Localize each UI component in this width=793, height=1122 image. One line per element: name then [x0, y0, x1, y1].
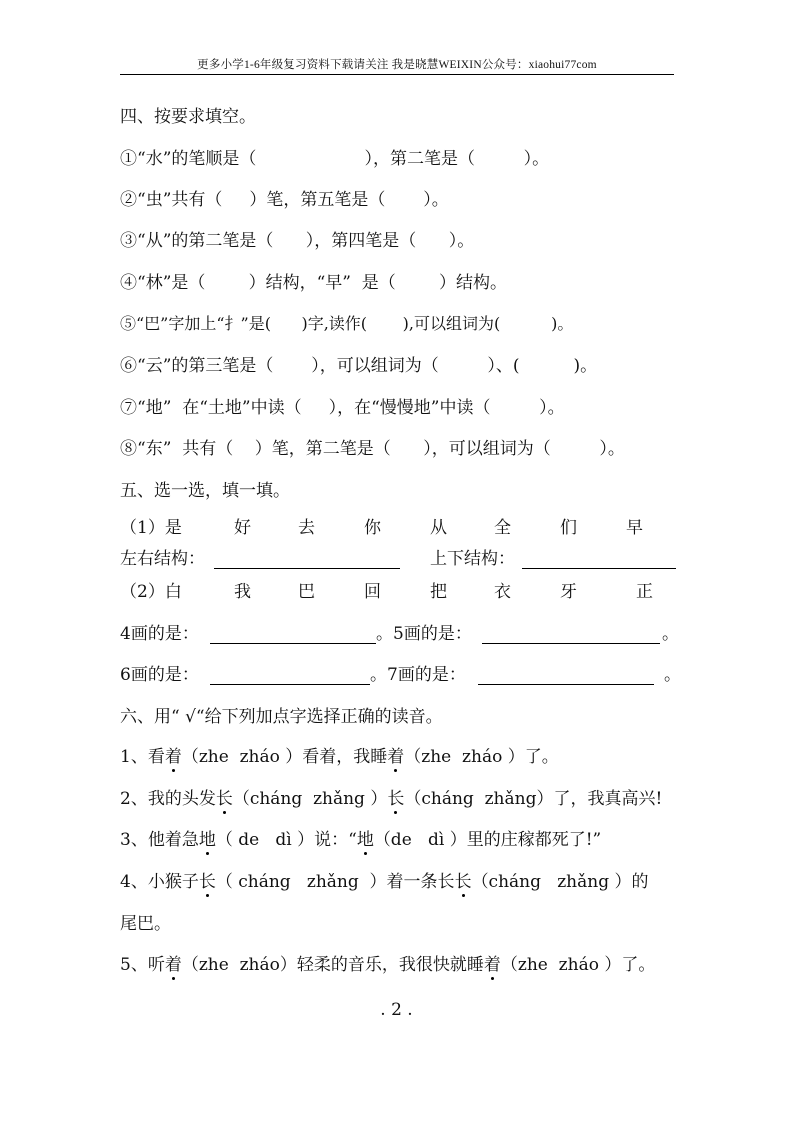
s4-item-1: ①“水”的笔顺是（ ），第二笔是（ ）。 [120, 149, 550, 169]
six-strokes-label: 6画的是： [120, 665, 199, 685]
q3-part: 3、他着急 [120, 830, 199, 850]
q5-part: 5、听 [120, 955, 165, 975]
group1-char: 好 [234, 518, 251, 538]
seven-strokes-label: 。7画的是： [370, 665, 466, 685]
group2-char: 回 [364, 582, 381, 602]
q1-part[interactable]: （zhe zháo ）看着，我睡 [181, 747, 388, 767]
group1-label: （1）是 [120, 518, 182, 538]
q2-dotted-char: 长 [387, 789, 405, 809]
section6-title: 六、用“ √“给下列加点字选择正确的读音。 [120, 707, 443, 727]
group1-char: 从 [430, 518, 447, 538]
s4-item-2: ②“虫”共有（ ）笔，第五笔是（ ）。 [120, 190, 449, 210]
s4-item-4: ④“林”是（ ）结构，“早” 是（ ）结构。 [120, 273, 508, 293]
six-strokes-blank[interactable] [210, 684, 370, 685]
s4-item-8: ⑧“东” 共有（ ）笔，第二笔是（ ），可以组词为（ ）。 [120, 439, 625, 459]
group2-label: （2）白 [120, 582, 182, 602]
left-right-label: 左右结构： [120, 549, 205, 569]
s6-q4 [120, 871, 649, 893]
s6-q4-continued: 尾巴。 [120, 914, 171, 934]
q2-part[interactable]: （cháng zhǎng ） [232, 789, 388, 809]
header-rule [120, 74, 674, 75]
group2-char: 衣 [494, 582, 511, 602]
q4-part: 4、小猴子 [120, 872, 199, 892]
four-strokes-label: 4画的是： [120, 624, 199, 644]
s6-q3 [120, 829, 601, 851]
group1-char: 们 [560, 518, 577, 538]
group2-char: 牙 [560, 582, 577, 602]
q5-dotted-char: 着 [483, 955, 501, 975]
seven-strokes-blank[interactable] [478, 684, 654, 685]
left-right-blank[interactable] [214, 568, 400, 569]
four-strokes-blank[interactable] [210, 643, 376, 644]
group1-char: 全 [494, 518, 511, 538]
q5-part[interactable]: （zhe zháo ）了。 [500, 955, 656, 975]
top-bottom-label: 上下结构： [430, 549, 515, 569]
s6-q5 [120, 954, 655, 976]
q3-dotted-char: 地 [356, 830, 374, 850]
group2-char: 正 [636, 582, 653, 602]
q2-part[interactable]: （cháng zhǎng）了，我真高兴! [404, 789, 663, 809]
q3-dotted-char: 地 [198, 830, 216, 850]
s6-q2 [120, 788, 662, 810]
q1-dotted-char: 着 [387, 747, 405, 767]
q5-part[interactable]: （zhe zháo）轻柔的音乐，我很快就睡 [181, 955, 484, 975]
five-strokes-blank[interactable] [482, 643, 660, 644]
five-strokes-label: 。5画的是： [376, 624, 472, 644]
s4-item-6: ⑥“云”的第三笔是（ ），可以组词为（ ）、( )。 [120, 356, 598, 376]
section4-title: 四、按要求填空。 [120, 107, 256, 127]
s4-item-3: ③“从”的第二笔是（ ），第四笔是（ ）。 [120, 231, 475, 251]
group1-char: 早 [626, 518, 643, 538]
q3-part[interactable]: （ de dì ）说：“ [215, 830, 357, 850]
q5-dotted-char: 着 [164, 955, 182, 975]
q1-part[interactable]: （zhe zháo ）了。 [404, 747, 559, 767]
period: 。 [662, 624, 679, 644]
s4-item-7: ⑦“地” 在“土地”中读（ ），在“慢慢地”中读（ ）。 [120, 398, 565, 418]
period: 。 [664, 665, 681, 685]
group2-char: 巴 [298, 582, 315, 602]
q2-dotted-char: 长 [215, 789, 233, 809]
s4-item-5: ⑤“巴”字加上“扌”是( )字,读作( ),可以组词为( )。 [120, 314, 574, 333]
q4-part[interactable]: （ cháng zhǎng ）着一条长 [215, 872, 455, 892]
s6-q1 [120, 746, 559, 768]
q3-part[interactable]: （de dì ）里的庄稼都死了!” [373, 830, 602, 850]
q1-part: 1、看 [120, 747, 165, 767]
section5-title: 五、选一选，填一填。 [120, 481, 290, 501]
group2-char: 我 [234, 582, 251, 602]
page-number: . 2 . [380, 1000, 413, 1020]
q1-dotted-char: 着 [164, 747, 182, 767]
q4-dotted-char: 长 [454, 872, 472, 892]
q4-dotted-char: 长 [198, 872, 216, 892]
q2-part: 2、我的头发 [120, 789, 216, 809]
group2-char: 把 [430, 582, 447, 602]
q4-part[interactable]: （cháng zhǎng ）的 [471, 872, 649, 892]
page-header: 更多小学1-6年级复习资料下载请关注 我是晓慧WEIXIN公众号：xiaohui77com [197, 59, 597, 71]
group1-char: 去 [298, 518, 315, 538]
group1-char: 你 [364, 518, 381, 538]
top-bottom-blank[interactable] [522, 568, 676, 569]
